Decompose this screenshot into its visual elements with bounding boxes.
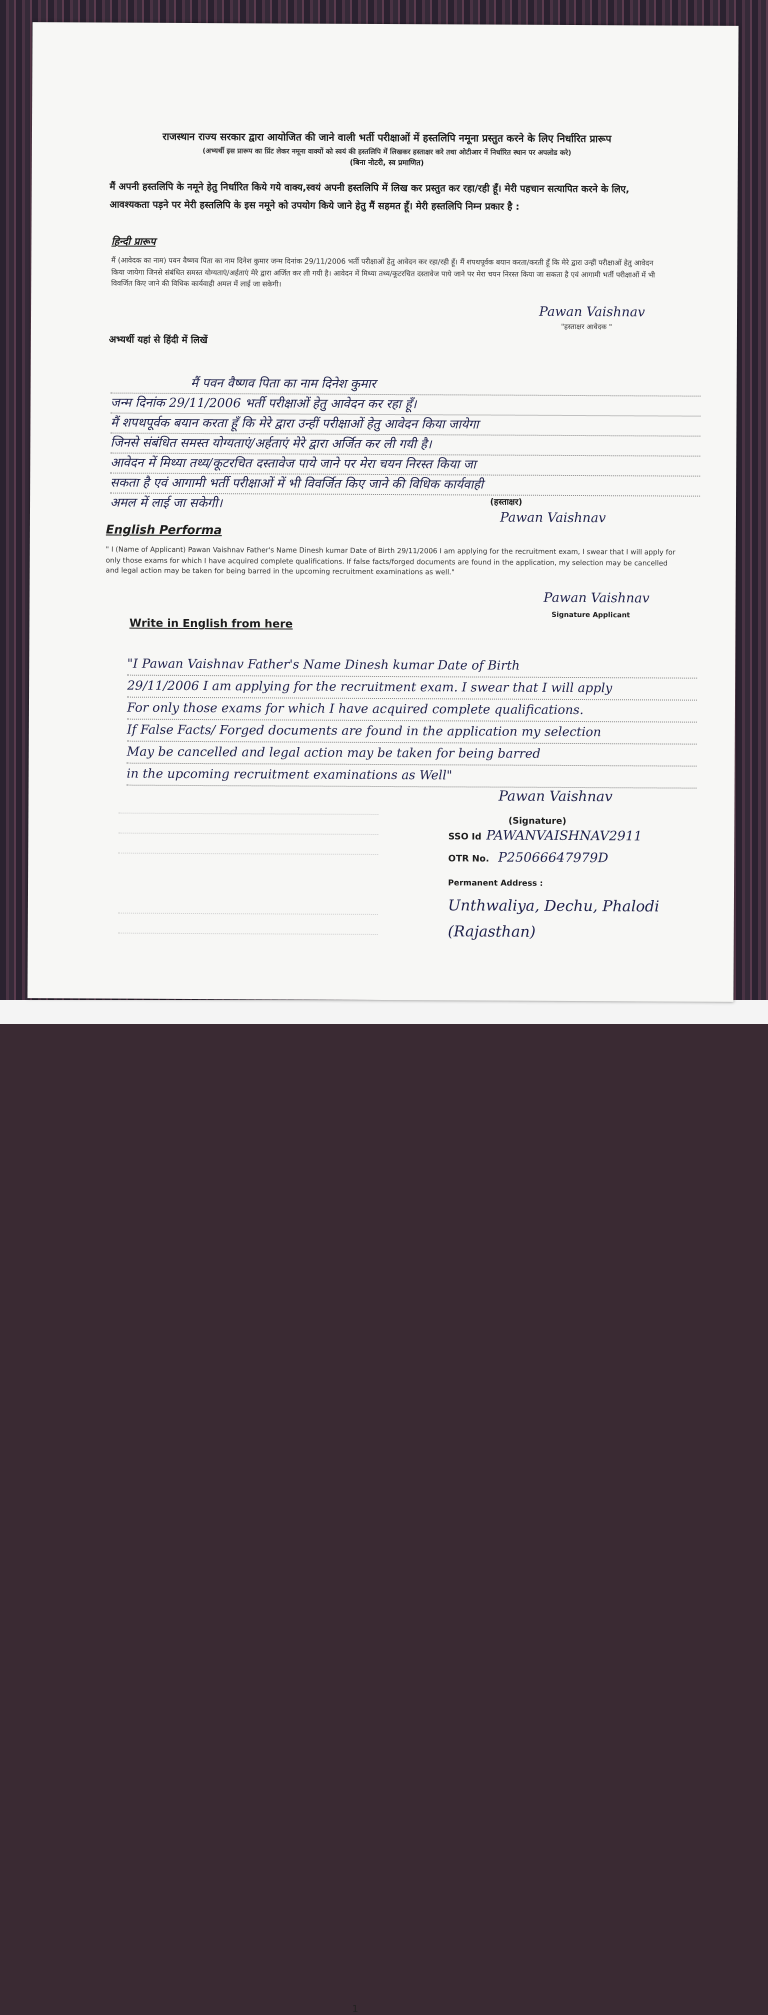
handwritten-line: 29/11/2006 I am applying for the recruitment exam. I swear that I will apply	[127, 677, 613, 696]
signature-english-format: Pawan Vaishnav	[543, 590, 650, 607]
form-instructions: (अभ्यर्थी इस प्रारूप का प्रिंट लेकर नमूना वाक्यों को स्वयं की हस्तलिपि में लिखकर हस्ताक्षर करे तथा ओटीआर में निर्धारित स्थान पर अपलोड करे)	[202, 147, 572, 157]
handwritten-line: in the upcoming recruitment examinations as Well"	[126, 765, 453, 783]
hindi-sign-label: (हस्ताक्षर)	[490, 497, 523, 508]
handwritten-hindi-text	[110, 373, 701, 516]
ruled-line	[118, 913, 378, 915]
english-write-heading: Write in English from here	[129, 616, 293, 631]
sso-id-label: SSO Id	[448, 832, 482, 843]
signature-label-hindi: "हस्ताक्षर आवेदक "	[560, 322, 613, 332]
ruled-line	[118, 853, 378, 855]
handwritten-line: May be cancelled and legal action may be taken for being barred	[126, 743, 541, 761]
handwritten-line: मैं पवन वैष्णव पिता का नाम दिनेश कुमार	[190, 374, 376, 391]
signature-english-write: Pawan Vaishnav	[498, 788, 613, 806]
otr-number-label: OTR No.	[448, 854, 490, 865]
address-line: Unthwaliya, Dechu, Phalodi	[447, 896, 660, 916]
page-number: 1	[352, 2004, 359, 2015]
handwritten-english-text	[127, 653, 708, 788]
english-format-heading: English Performa	[105, 522, 222, 538]
handwritten-line: अमल में लाई जा सकेगी।	[110, 494, 223, 511]
address-value	[448, 892, 660, 945]
ruled-line	[118, 813, 378, 815]
address-label: Permanent Address :	[448, 878, 544, 888]
english-format-text: " I (Name of Applicant) Pawan Vaishnav Father's Name Dinesh kumar Date of Birth 29/11/2006 I am applying for the recruitment exam, I swear that I will apply for only those exams for which I have acquired complete qualifications. If false facts/forged documents are found in the application, my selection may be cancelled and legal action may be taken for being barred in the upcoming recruitment examinations as well."	[105, 545, 676, 577]
handwritten-line: "I Pawan Vaishnav Father's Name Dinesh kumar Date of Birth	[127, 655, 520, 673]
hindi-format-text: मैं (आवेदक का नाम) पवन वैष्णव पिता का नाम दिनेश कुमार जन्म दिनांक 29/11/2006 भर्ती परीक्षाओं हेतु आवेदन कर रहा/रही हूँ। मैं शपथपूर्वक बयान करता/करती हूँ कि मेरे द्वारा उन्हीं परीक्षाओं हेतु आवेदन किया जायेगा जिनसे संबंधित समस्त योग्यताएं/अर्हताएं मेरे द्वारा अर्जित कर ली गयी है। आवेदन में मिथ्या तथ्य/कूटरचित दस्तावेज पाये जाने पर मेरा चयन निरस्त किया जा सकता है एवं आगामी भर्ती परीक्षाओं में भी विवर्जित किए जाने की विधिक कार्यवाही अमल में लाई जा सकेगी।	[111, 255, 656, 289]
handwritten-line: मैं शपथपूर्वक बयान करता हूँ कि मेरे द्वारा उन्हीं परीक्षाओं हेतु आवेदन किया जायेगा	[110, 414, 479, 432]
intro-paragraph: मैं अपनी हस्तलिपि के नमूने हेतु निर्धारित किये गये वाक्य,स्वयं अपनी हस्तलिपि में लिख कर प्रस्तुत कर रहा/रही हूँ। मेरी पहचान सत्यापित करने के लिए, आवश्यकता पड़ने पर मेरी हस्तलिपि के इस नमूने को उपयोग किये जाने हेतु मैं सहमत हूँ। मेरी हस्तलिपि निम्न प्रकार है :	[109, 181, 630, 213]
hindi-format-heading: हिन्दी प्रारूप	[111, 236, 156, 248]
address-line: (Rajasthan)	[447, 922, 536, 941]
handwritten-line: If False Facts/ Forged documents are found in the application my selection	[126, 721, 602, 740]
signature-hindi-format: Pawan Vaishnav	[539, 304, 646, 321]
form-page	[27, 22, 738, 1002]
handwritten-line: आवेदन में मिथ्या तथ्य/कूटरचित दस्तावेज पाये जाने पर मेरा चयन निरस्त किया जा	[110, 454, 476, 472]
handwritten-line: सकता है एवं आगामी भर्ती परीक्षाओं में भी विवर्जित किए जाने की विधिक कार्यवाही	[110, 474, 484, 492]
handwritten-line: जन्म दिनांक 29/11/2006 भर्ती परीक्षाओं हेतु आवेदन कर रहा हूँ।	[110, 394, 417, 412]
form-title: राजस्थान राज्य सरकार द्वारा आयोजित की जाने वाली भर्ती परीक्षाओं में हस्तलिपि नमूना प्रस्तुत करने के लिए निर्धारित प्रारूप	[162, 131, 612, 146]
handwritten-line: जिनसे संबंधित समस्त योग्यताएं/अर्हताएं मेरे द्वारा अर्जित कर ली गयी है।	[110, 434, 432, 452]
handwritten-line: For only those exams for which I have acquired complete qualifications.	[126, 699, 584, 718]
signature-hindi-write: Pawan Vaishnav	[499, 510, 606, 527]
ruled-line	[118, 833, 378, 835]
signature-label: (Signature)	[508, 816, 567, 827]
sso-id-value: PAWANVAISHNAV2911	[486, 828, 643, 845]
page-footer-strip	[0, 1000, 768, 2015]
signature-label-english: Signature Applicant	[551, 610, 631, 620]
otr-number-value: P25066647979D	[498, 850, 609, 867]
form-note: (बिना नोटरी, स्व प्रमाणित)	[349, 157, 424, 168]
hindi-write-heading: अभ्यर्थी यहां से हिंदी में लिखें	[108, 334, 208, 347]
ruled-line	[118, 933, 378, 935]
